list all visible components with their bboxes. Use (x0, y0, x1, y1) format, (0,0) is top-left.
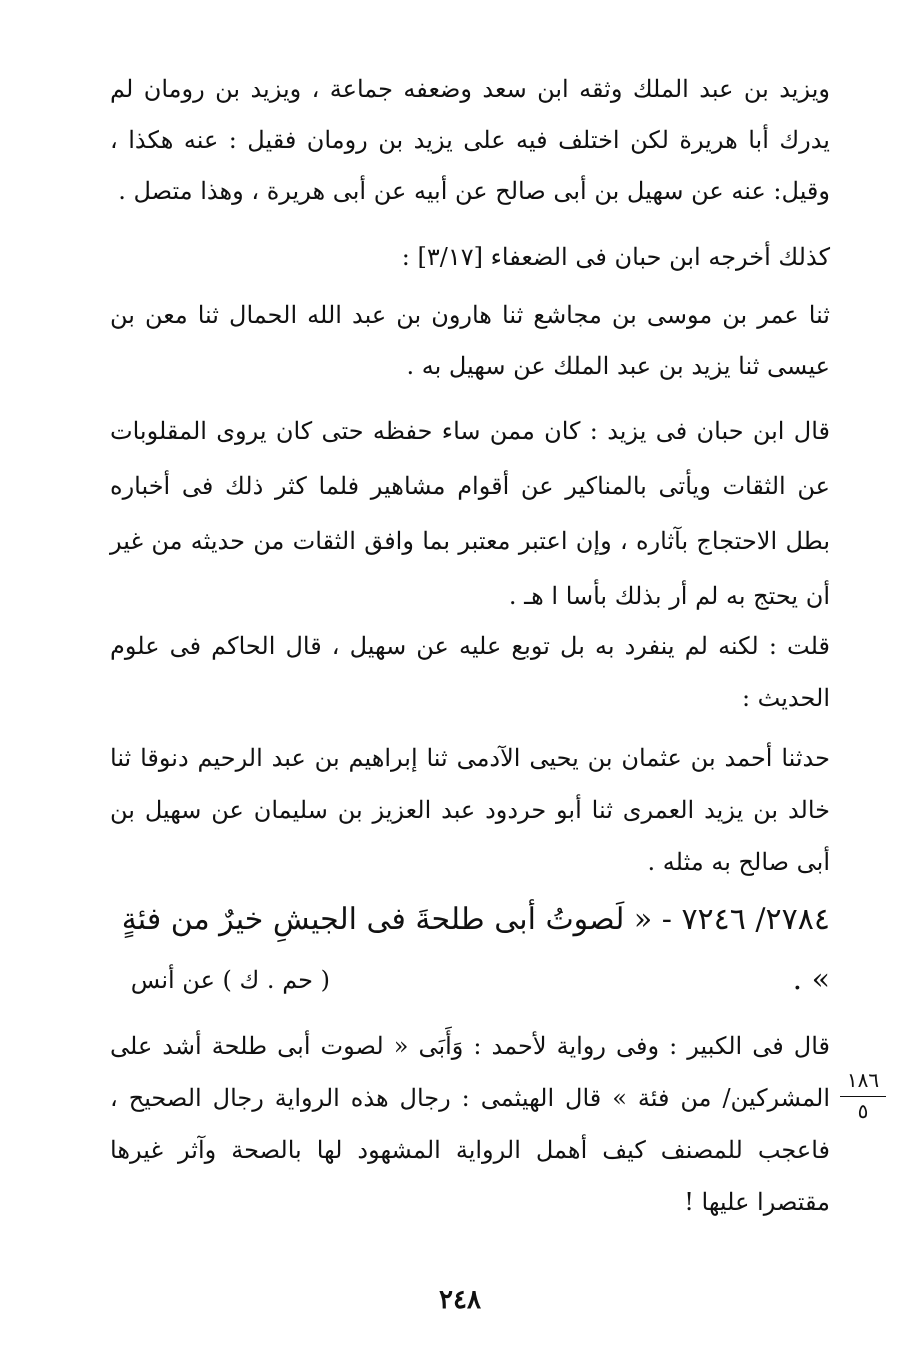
paragraph-5: قلت : لكنه لم ينفرد به بل توبع عليه عن سهيل ، قال الحاكم فى علوم الحديث : (110, 632, 830, 712)
margin-reference (840, 1068, 886, 1123)
paragraph-4: قال ابن حبان فى يزيد : كان ممن ساء حفظه حتى كان يروى المقلوبات عن الثقات ويأتى بالمناكير عن أقوام مشاهير فلما كثر ذلك فى أخباره بطل الاحتجاج بآثاره ، وإن اعتبر معتبر بما وافق الثقات من حديثه من غير أن يحتج به لم أر بذلك بأسا ا هـ . (110, 417, 830, 610)
margin-reference-bottom: ٥ (857, 1099, 869, 1123)
page-number: ٢٤٨ (439, 1285, 481, 1315)
paragraph-7: قال فى الكبير : وفى رواية لأحمد : وَأَبَى « لصوت أبى طلحة أشد على المشركين/ من فئة » قال الهيثمى : رجال هذه الرواية رجال الصحيح ، فاعجب للمصنف كيف أهمل الرواية المشهود لها بالصحة وآثر غيرها مقتصرا عليها ! (110, 1032, 830, 1216)
paragraph-3-chain: ثنا عمر بن موسى بن مجاشع ثنا هارون بن عبد الله الحمال ثنا معن بن عيسى ثنا يزيد بن عبد الملك عن سهيل به . (110, 301, 830, 380)
margin-reference-top: ١٨٦ (840, 1068, 886, 1097)
hadith-source: ( حم . ك ) عن أنس (130, 966, 330, 994)
hadith-heading: ٢٧٨٤/ ٧٢٤٦ - « لَصوتُ أبى طلحةَ فى الجيشِ خيرٌ من فئةٍ » . (121, 902, 830, 997)
paragraph-1: ويزيد بن عبد الملك وثقه ابن سعد وضعفه جماعة ، ويزيد بن رومان لم يدرك أبا هريرة لكن اختلف فيه على يزيد بن رومان فقيل : عنه هكذا ، وقيل: عنه عن سهيل بن أبى صالح عن أبيه عن أبى هريرة ، وهذا متصل . (110, 75, 830, 205)
paragraph-2: كذلك أخرجه ابن حبان فى الضعفاء [٣/١٧] : (401, 243, 830, 271)
paragraph-6-chain: حدثنا أحمد بن عثمان بن يحيى الآدمى ثنا إبراهيم بن عبد الرحيم دنوقا ثنا خالد بن يزيد العمرى ثنا أبو حردود عبد العزيز بن سليمان عن سهيل بن أبى صالح به مثله . (110, 744, 830, 876)
